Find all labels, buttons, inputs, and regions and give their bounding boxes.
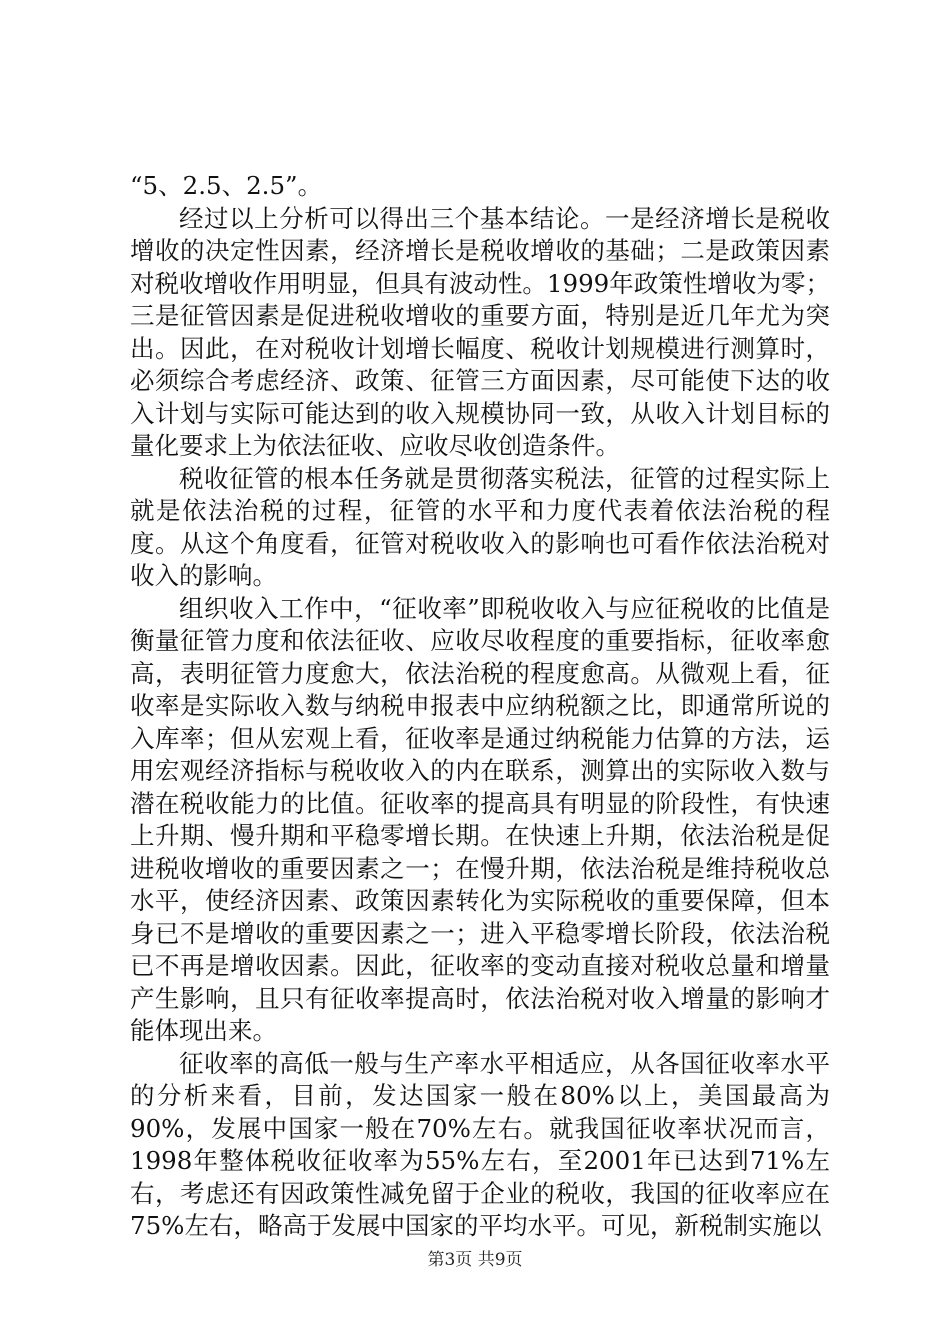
paragraph-international-comparison: 征收率的高低一般与生产率水平相适应，从各国征收率水平的分析来看，目前，发达国家一般在80%以上，美国最高为90%，发展中国家一般在70%左右。就我国征收率状况而言，1998年整体税收征收率为55%左右，至2001年已达到71%左右，考虑还有因政策性减免留于企业的税收，我国的征收率应在75%左右，略高于发展中国家的平均水平。可见，新税制实施以 (130, 1048, 830, 1240)
paragraph-collection-rate: 组织收入工作中，“征收率”即税收收入与应征税收的比值是衡量征管力度和依法征收、应收尽收程度的重要指标，征收率愈高，表明征管力度愈大，依法治税的程度愈高。从微观上看，征收率是实际收入数与纳税申报表中应纳税额之比，即通常所说的入库率；但从宏观上看，征收率是通过纳税能力估算的方法，运用宏观经济指标与税收收入的内在联系，测算出的实际收入数与潜在税收能力的比值。征收率的提高具有明显的阶段性，有快速上升期、慢升期和平稳零增长期。在快速上升期，依法治税是促进税收增收的重要因素之一；在慢升期，依法治税是维持税收总水平，使经济因素、政策因素转化为实际税收的重要保障，但本身已不是增收的重要因素之一；进入平稳零增长阶段，依法治税已不再是增收因素。因此，征收率的变动直接对税收总量和增量产生影响，且只有征收率提高时，依法治税对收入增量的影响才能体现出来。 (130, 593, 830, 1045)
document-body (130, 170, 830, 1243)
paragraph-continuation: “5、2.5、2.5”。 (130, 171, 323, 200)
page-number-footer: 第3页 共9页 (427, 1250, 523, 1270)
paragraph-conclusions: 经过以上分析可以得出三个基本结论。一是经济增长是税收增收的决定性因素，经济增长是税收增收的基础；二是政策因素对税收增收作用明显，但具有波动性。1999年政策性增收为零；三是征管因素是促进税收增收的重要方面，特别是近几年尤为突出。因此，在对税收计划增长幅度、税收计划规模进行测算时，必须综合考虑经济、政策、征管三方面因素，尽可能使下达的收入计划与实际可能达到的收入规模协同一致，从收入计划目标的量化要求上为依法征收、应收尽收创造条件。 (130, 203, 830, 460)
paragraph-tax-administration: 税收征管的根本任务就是贯彻落实税法，征管的过程实际上就是依法治税的过程，征管的水平和力度代表着依法治税的程度。从这个角度看，征管对税收收入的影响也可看作依法治税对收入的影响。 (130, 463, 830, 590)
